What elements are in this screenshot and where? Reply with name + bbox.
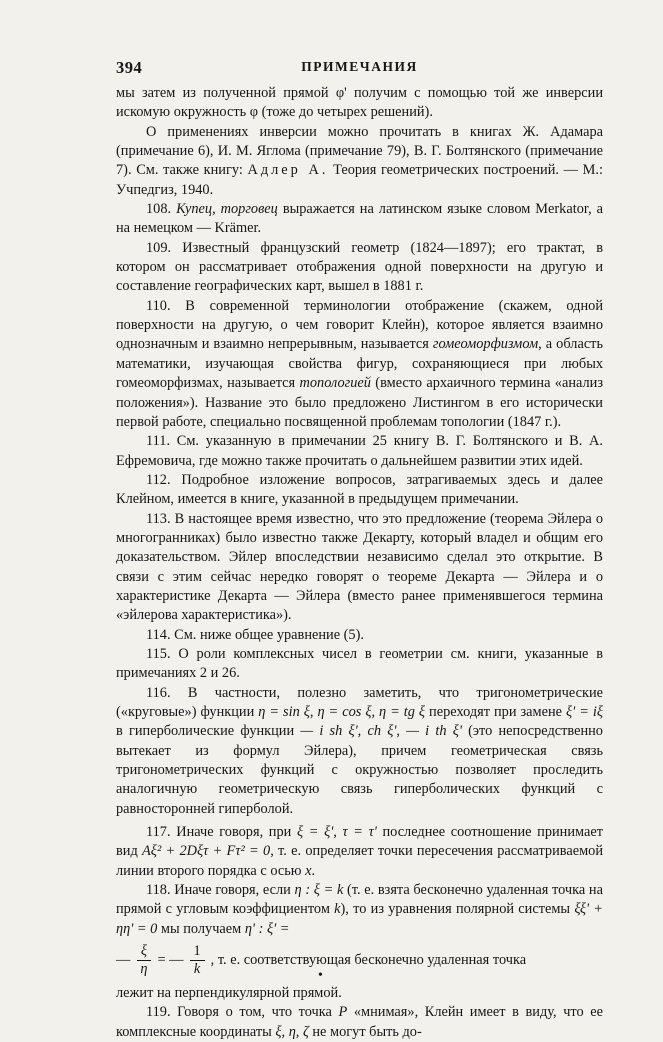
author-name: Адлер А. — [247, 162, 329, 179]
formula-quadratic: Aξ² + 2Dξτ + Fτ² = 0 — [142, 843, 271, 860]
note-118: 118. Иначе говоря, если η : ξ = k (т. е. взята бесконечно удаленная точка на прямой с угловым коэффициентом k), то из уравнения полярной системы ξξ' + ηη' = 0 мы получаем η' : ξ' = — [116, 882, 603, 937]
note-110: 110. В современной терминологии отображение (скажем, одной поверхности на другую, о чем говорит Клейн), которое является взаимно однозначным и взаимно непрерывным, называется гомеоморфизмом, а область математики, изучающая свойства фигур, сохраняющиеся при любых гомеоморфизмах, называется топологией (вместо архаичного термина «анализ положения»). Название это было предложено Листингом в его исторически первой работе, специально посвященной проблемам топологии (1847 г.). — [116, 297, 604, 430]
formula-substitution: ξ' = iξ — [566, 704, 603, 720]
note-119: 119. Говоря о том, что точка P «мнимая», Клейн имеет в виду, что ее комплексные координаты ξ, η, ζ не могут быть до- — [116, 1004, 603, 1040]
paragraph-continuation: мы затем из полученной прямой φ' получим с помощью той же инверсии искомую окружность φ (тоже до четырех решений). — [116, 85, 603, 121]
fraction-xi-eta: $\frac{\xi}{\eta}$ — [136, 943, 151, 978]
formula-ratio: η : ξ = k — [294, 882, 344, 899]
note-109: 109. Известный французский геометр (1824—1897); его трактат, в котором он рассматривает отображения одной поверхности на другую и составление географических карт, вышел в 1881 г. — [116, 239, 603, 295]
formula-equal: ξ = ξ', τ = τ' — [296, 824, 377, 841]
note-112: 112. Подробное изложение вопросов, затрагиваемых здесь и далее Клейном, имеется в книге, указанной в предыдущем примечании. — [116, 471, 603, 508]
formula-hyperbolic: — i sh ξ', ch ξ', — i th ξ' — [300, 723, 462, 740]
fraction-line: — $\frac{\xi}{\eta}$ = — $\frac{1}{k}$ , т. е. соответствующая бесконечно удаленная точка — [116, 943, 527, 978]
formula-polar: ξξ' + ηη' = 0 — [116, 901, 603, 937]
notes-body — [116, 84, 603, 1042]
note-116: 116. В частности, полезно заметить, что тригонометрические («круговые») функции η = sin ξ, η = cos ξ, η = tg ξ переходят при замене ξ' = iξ в гиперболические функции — i sh ξ', ch ξ', — i th ξ' (это непосредственно вытекает из формул Эйлера), причем геометрическая связь тригонометрических функций с окружностью позволяет проследить аналогичную геометрическую связь гиперболических функций с равносторонней гиперболой. — [116, 684, 603, 817]
formula-ratio-prime: η' : ξ' = — [244, 920, 290, 937]
formula-trig: η = sin ξ, η = cos ξ, η = tg ξ — [258, 704, 426, 720]
note-118-end: лежит на перпендикулярной прямой. — [116, 985, 342, 1002]
page-header — [116, 58, 603, 78]
note-117: 117. Иначе говоря, при ξ = ξ', τ = τ' последнее соотношение принимает вид Aξ² + 2Dξτ + Fτ² = 0, т. е. определяет точки пересечения рассматриваемой линии второго порядка с осью x. — [116, 824, 604, 879]
paragraph-inversion-refs: О применениях инверсии можно прочитать в книгах Ж. Адамара (примечание 6), И. М. Яглома (примечание 79), В. Г. Болтянского (примечание 7). См. также книгу: Адлер А. Теория геометрических построений. — М.: Учпедгиз, 1940. — [116, 123, 603, 198]
page-number: 394 — [116, 58, 143, 77]
note-108: 108. Купец, торговец выражается на латинском языке словом Merkator, а на немецком — Krämer. — [116, 201, 603, 237]
footer-mark: • — [318, 968, 323, 983]
note-111: 111. См. указанную в примечании 25 книгу В. Г. Болтянского и В. А. Ефремовича, где можно также прочитать о дальнейшем развитии этих идей. — [116, 433, 603, 469]
note-114: 114. См. ниже общее уравнение (5). — [146, 626, 364, 643]
fraction-one-k: $\frac{1}{k}$ — [190, 943, 205, 978]
running-title: ПРИМЕЧАНИЯ — [301, 59, 418, 74]
note-113: 113. В настоящее время известно, что это предложение (теорема Эйлера о многогранниках) было известно также Декарту, который владел и общим его доказательством. Эйлер впоследствии независимо сделал это открытие. В связи с этим сейчас нередко говорят о теореме Декарта — Эйлера и о характеристике Декарта — Эйлера (вместо ранее применявшегося термина «эйлерова характеристика»). — [116, 510, 603, 624]
note-115: 115. О роли комплексных чисел в геометрии см. книги, указанные в примечаниях 2 и 26. — [116, 645, 603, 682]
formula-coords: ξ, η, ζ — [275, 1023, 309, 1040]
